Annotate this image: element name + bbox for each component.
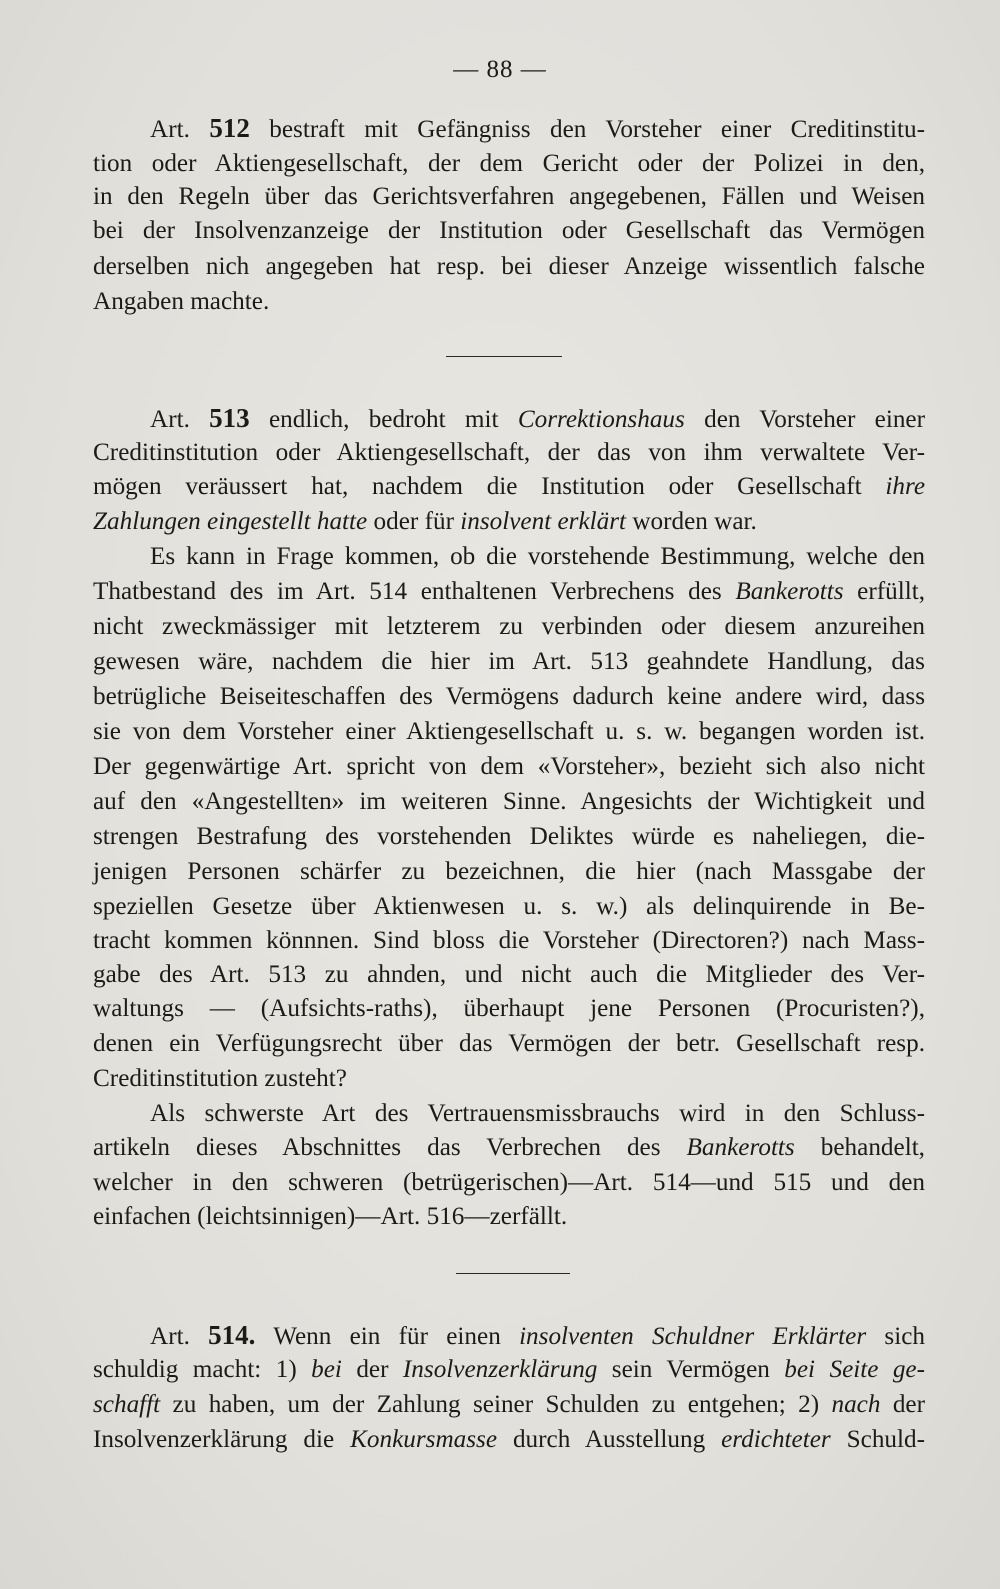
article-number: 513 bbox=[209, 403, 250, 433]
text-line bbox=[93, 645, 925, 678]
article-number: 514. bbox=[208, 1320, 256, 1350]
emphasis-text: insolvent erklärt bbox=[460, 508, 627, 535]
text-run: der bbox=[341, 1356, 403, 1383]
text-run: worden war. bbox=[626, 508, 757, 535]
text-line bbox=[93, 214, 925, 247]
text-run: Art. bbox=[150, 116, 210, 143]
text-run: Art. bbox=[150, 406, 210, 433]
section-divider bbox=[446, 356, 562, 357]
emphasis-text: nach bbox=[831, 1391, 881, 1418]
text-run: auf den «Angestellten» im weiteren Sinne. Angesichts der Wichtigkeit und bbox=[93, 788, 925, 815]
text-line bbox=[93, 285, 925, 318]
text-run: tion oder Aktiengesellschaft, der dem Gericht oder der Polizei in den, bbox=[93, 150, 925, 177]
text-line bbox=[93, 992, 925, 1025]
text-run: in den Regeln über das Gerichtsverfahren angegebenen, Fällen und Weisen bbox=[93, 183, 925, 210]
emphasis-text: insolventen Schuldner Erklärter bbox=[519, 1323, 867, 1350]
text-run: Creditinstitution oder Aktiengesellschaft, der das von ihm verwaltete Ver- bbox=[93, 439, 925, 466]
text-run: gabe des Art. 513 zu ahnden, und nicht auch die Mitglieder des Ver- bbox=[93, 961, 925, 988]
text-line bbox=[93, 820, 925, 853]
emphasis-text: ihre bbox=[885, 473, 925, 500]
text-run: derselben nich angegeben hat resp. bei dieser Anzeige wissentlich falsche bbox=[93, 253, 925, 280]
text-run: jenigen Personen schärfer zu bezeichnen, die hier (nach Massgabe der bbox=[93, 858, 925, 885]
text-line bbox=[150, 112, 925, 145]
text-line bbox=[93, 924, 925, 957]
emphasis-text: schafft bbox=[93, 1391, 161, 1418]
text-run: einfachen (leichtsinnigen)—Art. 516—zerfällt. bbox=[93, 1203, 568, 1230]
text-line bbox=[93, 147, 925, 180]
text-run: nicht zweckmässiger mit letzterem zu verbinden oder diesem anzureihen bbox=[93, 613, 925, 640]
text-line bbox=[93, 1388, 925, 1421]
text-line bbox=[93, 505, 925, 538]
text-line bbox=[93, 180, 925, 213]
emphasis-text: Insolvenzerklärung bbox=[402, 1356, 598, 1383]
text-run: tracht kommen könnnen. Sind bloss die Vorsteher (Directoren?) nach Mass- bbox=[93, 927, 925, 954]
text-run: strengen Bestrafung des vorstehenden Deliktes würde es naheliegen, die- bbox=[93, 823, 925, 850]
text-run: bestraft mit Gefängniss den Vorsteher einer Creditinstitu- bbox=[249, 116, 926, 143]
text-run: Insolvenzerklärung die bbox=[93, 1426, 351, 1453]
emphasis-text: Correktionshaus bbox=[517, 406, 685, 433]
text-line bbox=[93, 750, 925, 783]
text-line bbox=[93, 785, 925, 818]
text-line bbox=[93, 610, 925, 643]
text-run: Creditinstitution zusteht? bbox=[93, 1065, 347, 1092]
page-number: — 88 — bbox=[453, 56, 547, 83]
text-line bbox=[93, 1131, 925, 1164]
text-line bbox=[93, 1423, 925, 1456]
text-run: sie von dem Vorsteher einer Aktiengesellschaft u. s. w. begangen worden ist. bbox=[93, 718, 925, 745]
text-line bbox=[93, 575, 925, 608]
emphasis-text: Konkursmasse bbox=[350, 1426, 498, 1453]
text-run: mögen veräussert hat, nachdem die Institution oder Gesellschaft bbox=[93, 473, 886, 500]
text-run: Schuld- bbox=[830, 1426, 925, 1453]
emphasis-text: bei Seite ge- bbox=[784, 1356, 925, 1383]
text-run: welcher in den schweren (betrügerischen)—Art. 514—und 515 und den bbox=[93, 1169, 925, 1196]
text-line bbox=[150, 402, 925, 435]
text-run: endlich, bedroht mit bbox=[249, 406, 518, 433]
text-line bbox=[150, 1097, 925, 1130]
text-line bbox=[93, 1200, 925, 1233]
text-line bbox=[93, 855, 925, 888]
text-run: Wenn ein für einen bbox=[255, 1323, 520, 1350]
text-run: durch Ausstellung bbox=[497, 1426, 722, 1453]
text-line bbox=[93, 1353, 925, 1386]
text-line bbox=[93, 958, 925, 991]
text-run: Es kann in Frage kommen, ob die vorstehende Bestimmung, welche den bbox=[150, 543, 925, 570]
text-line bbox=[93, 470, 925, 503]
text-run: den Vorsteher einer bbox=[684, 406, 926, 433]
text-run: gewesen wäre, nachdem die hier im Art. 513 geahndete Handlung, das bbox=[93, 648, 925, 675]
text-run: Thatbestand des im Art. 514 enthaltenen Verbrechens des bbox=[93, 578, 736, 605]
text-run: oder für bbox=[367, 508, 461, 535]
text-run: behandelt, bbox=[794, 1134, 925, 1161]
text-line bbox=[93, 890, 925, 923]
text-line bbox=[93, 1027, 925, 1060]
section-divider bbox=[456, 1273, 570, 1274]
article-number: 512 bbox=[209, 113, 250, 143]
emphasis-text: erdichteter bbox=[721, 1426, 831, 1453]
text-line bbox=[93, 680, 925, 713]
text-line bbox=[150, 540, 925, 573]
text-run: Art. bbox=[150, 1323, 209, 1350]
text-run: betrügliche Beiseiteschaffen des Vermögens dadurch keine andere wird, dass bbox=[93, 683, 925, 710]
text-run: speziellen Gesetze über Aktienwesen u. s. w.) als delinquirende in Be- bbox=[93, 893, 925, 920]
text-run: Angaben machte. bbox=[93, 288, 270, 315]
text-run: schuldig macht: 1) bbox=[93, 1356, 312, 1383]
text-line bbox=[93, 250, 925, 283]
text-run: zu haben, um der Zahlung seiner Schulden zu entgehen; 2) bbox=[160, 1391, 832, 1418]
text-run: sein Vermögen bbox=[597, 1356, 785, 1383]
emphasis-text: Bankerotts bbox=[735, 578, 844, 605]
emphasis-text: Bankerotts bbox=[686, 1134, 795, 1161]
text-line bbox=[93, 1166, 925, 1199]
text-run: der bbox=[880, 1391, 925, 1418]
text-run: Der gegenwärtige Art. spricht von dem «Vorsteher», bezieht sich also nicht bbox=[93, 753, 925, 780]
text-run: waltungs — (Aufsichts-raths), überhaupt jene Personen (Procuristen?), bbox=[93, 995, 925, 1022]
text-line bbox=[93, 1062, 925, 1095]
text-run: bei der Insolvenzanzeige der Institution oder Gesellschaft das Vermögen bbox=[93, 217, 925, 244]
text-run: erfüllt, bbox=[843, 578, 926, 605]
text-run: Als schwerste Art des Vertrauensmissbrauchs wird in den Schluss- bbox=[150, 1100, 925, 1127]
text-run: denen ein Verfügungsrecht über das Vermögen der betr. Gesellschaft resp. bbox=[93, 1030, 925, 1057]
text-run: artikeln dieses Abschnittes das Verbrechen des bbox=[93, 1134, 687, 1161]
emphasis-text: Zahlungen eingestellt hatte bbox=[93, 508, 368, 535]
emphasis-text: bei bbox=[311, 1356, 342, 1383]
text-line bbox=[93, 436, 925, 469]
text-run: sich bbox=[866, 1323, 926, 1350]
text-line bbox=[150, 1319, 925, 1352]
text-line bbox=[93, 715, 925, 748]
